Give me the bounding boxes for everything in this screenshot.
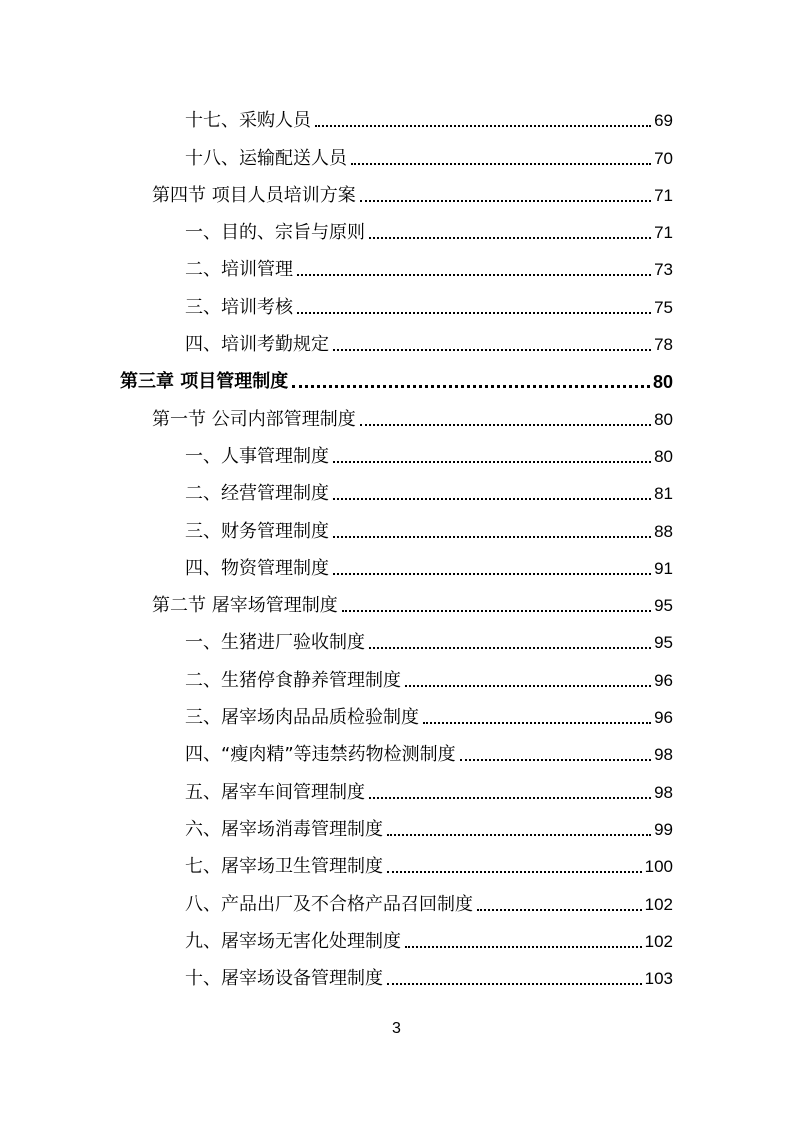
toc-entry[interactable] bbox=[0, 698, 793, 735]
toc-entry-title: 四、物资管理制度 bbox=[185, 557, 329, 579]
toc-entry-page: 78 bbox=[654, 335, 673, 355]
toc-entry-page: 98 bbox=[654, 745, 673, 765]
toc-entry-page: 100 bbox=[644, 857, 673, 877]
toc-entry[interactable] bbox=[0, 959, 793, 996]
toc-dot-leader bbox=[292, 384, 650, 388]
toc-entry-title: 二、生猪停食静养管理制度 bbox=[185, 669, 401, 691]
toc-dot-leader bbox=[387, 982, 642, 985]
toc-entry-title: 十八、运输配送人员 bbox=[185, 147, 347, 169]
toc-entry[interactable] bbox=[0, 250, 793, 287]
toc-entry-page: 98 bbox=[654, 782, 673, 802]
toc-entry-page: 73 bbox=[654, 260, 673, 280]
toc-dot-leader bbox=[297, 311, 651, 314]
toc-entry[interactable] bbox=[0, 101, 793, 138]
toc-entry[interactable] bbox=[0, 586, 793, 623]
toc-entry-page: 91 bbox=[654, 558, 673, 578]
toc-dot-leader bbox=[387, 870, 642, 873]
toc-entry-page: 75 bbox=[654, 297, 673, 317]
toc-entry-page: 80 bbox=[654, 409, 673, 429]
toc-dot-leader bbox=[315, 124, 651, 127]
toc-dot-leader bbox=[333, 460, 651, 463]
toc-entry-title: 二、经营管理制度 bbox=[185, 483, 329, 505]
toc-dot-leader bbox=[369, 236, 651, 239]
toc-dot-leader bbox=[477, 908, 642, 911]
toc-dot-leader bbox=[369, 646, 651, 649]
toc-dot-leader bbox=[405, 684, 651, 687]
toc-entry[interactable] bbox=[0, 325, 793, 362]
toc-dot-leader bbox=[360, 199, 651, 202]
toc-entry-title: 十、屠宰场设备管理制度 bbox=[185, 968, 383, 990]
toc-entry-title: 十七、采购人员 bbox=[185, 110, 311, 132]
toc-entry-title: 四、“瘦肉精”等违禁药物检测制度 bbox=[185, 744, 456, 766]
toc-entry-title: 九、屠宰场无害化处理制度 bbox=[185, 930, 401, 952]
toc-entry[interactable] bbox=[0, 287, 793, 324]
toc-entry-title: 六、屠宰场消毒管理制度 bbox=[185, 818, 383, 840]
toc-dot-leader bbox=[360, 423, 651, 426]
toc-dot-leader bbox=[405, 945, 642, 948]
toc-entry-title: 七、屠宰场卫生管理制度 bbox=[185, 856, 383, 878]
toc-entry-title: 第三章 项目管理制度 bbox=[120, 371, 289, 393]
toc-entry[interactable] bbox=[0, 399, 793, 436]
toc-entry[interactable] bbox=[0, 847, 793, 884]
toc-dot-leader bbox=[369, 796, 651, 799]
toc-entry-page: 96 bbox=[654, 708, 673, 728]
toc-entry-page: 71 bbox=[654, 223, 673, 243]
toc-entry-page: 81 bbox=[654, 484, 673, 504]
toc-dot-leader bbox=[351, 162, 651, 165]
toc-entry[interactable] bbox=[0, 437, 793, 474]
toc-entry-page: 88 bbox=[654, 521, 673, 541]
toc-entry-title: 一、目的、宗旨与原则 bbox=[185, 222, 365, 244]
toc-entry-page: 102 bbox=[644, 931, 673, 951]
toc-entry-title: 二、培训管理 bbox=[185, 259, 293, 281]
toc-entry-title: 三、财务管理制度 bbox=[185, 520, 329, 542]
toc-entry[interactable] bbox=[0, 735, 793, 772]
toc-dot-leader bbox=[333, 497, 651, 500]
toc-dot-leader bbox=[333, 348, 651, 351]
toc-entry[interactable] bbox=[0, 922, 793, 959]
toc-entry-page: 70 bbox=[654, 148, 673, 168]
toc-entry-page: 69 bbox=[654, 111, 673, 131]
toc-entry-title: 四、培训考勤规定 bbox=[185, 334, 329, 356]
toc-entry-page: 80 bbox=[652, 372, 673, 393]
toc-entry[interactable] bbox=[0, 474, 793, 511]
toc-entry-page: 95 bbox=[654, 596, 673, 616]
toc-entry[interactable] bbox=[0, 772, 793, 809]
toc-entry-page: 96 bbox=[654, 670, 673, 690]
toc-dot-leader bbox=[297, 273, 651, 276]
toc-entry[interactable] bbox=[0, 176, 793, 213]
toc-entry-title: 五、屠宰车间管理制度 bbox=[185, 781, 365, 803]
toc-dot-leader bbox=[387, 833, 651, 836]
toc-entry[interactable] bbox=[0, 362, 793, 399]
toc-dot-leader bbox=[333, 572, 651, 575]
toc-entry[interactable] bbox=[0, 138, 793, 175]
table-of-contents bbox=[0, 101, 793, 996]
toc-entry-page: 99 bbox=[654, 819, 673, 839]
page-number: 3 bbox=[392, 1020, 401, 1037]
toc-entry[interactable] bbox=[0, 810, 793, 847]
toc-entry-title: 三、培训考核 bbox=[185, 296, 293, 318]
toc-entry-title: 一、生猪进厂验收制度 bbox=[185, 632, 365, 654]
toc-entry-title: 第一节 公司内部管理制度 bbox=[152, 408, 356, 430]
toc-dot-leader bbox=[333, 535, 651, 538]
toc-entry-page: 80 bbox=[654, 446, 673, 466]
toc-entry-title: 第二节 屠宰场管理制度 bbox=[152, 595, 338, 617]
toc-entry-title: 八、产品出厂及不合格产品召回制度 bbox=[185, 893, 473, 915]
toc-dot-leader bbox=[342, 609, 651, 612]
toc-entry-title: 第四节 项目人员培训方案 bbox=[152, 184, 356, 206]
toc-entry[interactable] bbox=[0, 884, 793, 921]
toc-entry-page: 102 bbox=[644, 894, 673, 914]
toc-entry-page: 103 bbox=[644, 969, 673, 989]
toc-dot-leader bbox=[423, 721, 651, 724]
toc-entry[interactable] bbox=[0, 660, 793, 697]
toc-entry[interactable] bbox=[0, 623, 793, 660]
toc-entry-title: 一、人事管理制度 bbox=[185, 445, 329, 467]
toc-entry-page: 95 bbox=[654, 633, 673, 653]
toc-entry-page: 71 bbox=[654, 185, 673, 205]
toc-entry-title: 三、屠宰场肉品品质检验制度 bbox=[185, 707, 419, 729]
toc-entry[interactable] bbox=[0, 511, 793, 548]
toc-dot-leader bbox=[460, 758, 651, 761]
toc-entry[interactable] bbox=[0, 213, 793, 250]
toc-entry[interactable] bbox=[0, 549, 793, 586]
